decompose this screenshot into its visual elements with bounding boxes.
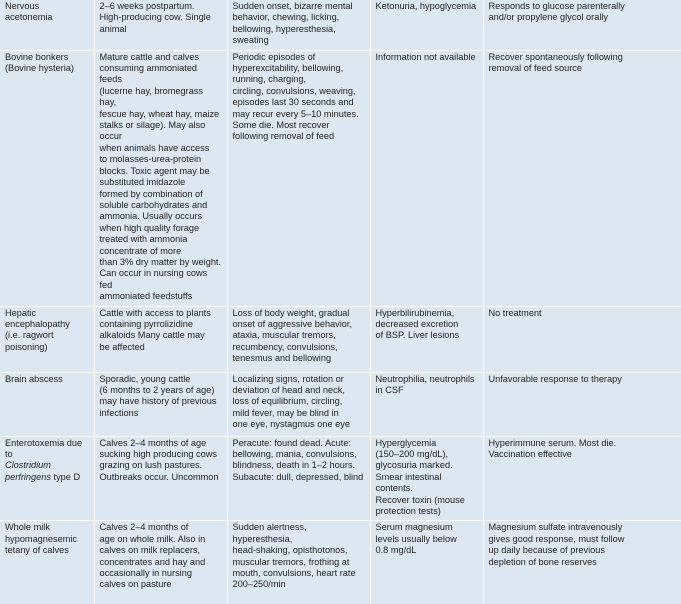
clinical-pathology-cell: Hyperglycemia (150–200 mg/dL), glycosuria marked. Smear intestinal contents. Recover toxin (mouse protection tests) <box>370 436 483 521</box>
treatment-cell: Responds to glucose parenterally and/or propylene glycol orally <box>483 0 681 50</box>
table-row <box>0 0 681 50</box>
epidemiology-cell: Mature cattle and calves consuming ammoniated feeds (lucerne hay, bromegrass hay, fescue hay, wheat hay, maize stalks or silage). May also occur when animals have access to molasses-urea-protein blocks. Toxic agent may be substituted imidazole formed by combination of soluble carbohydrates and ammonia. Usually occurs when high quality forage treated with ammonia concentrate of more than 3% dry matter by weight. Can occur in nursing cows fed ammoniated feedstuffs <box>94 50 227 306</box>
condition-cell: Whole milk hypomagnesemic tetany of calves <box>0 521 94 604</box>
clinical-pathology-cell: Ketonuria, hypoglycemia <box>370 0 483 50</box>
epidemiology-cell: Cattle with access to plants containing pyrrolizidine alkaloids Many cattle may be affected <box>94 306 227 372</box>
condition-organism-name: Clostridium perfringens <box>5 460 51 482</box>
clinical-pathology-cell: Hyperbilirubinemia, decreased excretion of BSP. Liver lesions <box>370 306 483 372</box>
clinical-signs-cell: Peracute: found dead. Acute: bellowing, mania, convulsions, blindness, death in 1–2 hours. Subacute: dull, depressed, blind <box>227 436 370 521</box>
epidemiology-cell: Sporadic, young cattle (6 months to 2 years of age) may have history of previous infections <box>94 372 227 436</box>
condition-cell: Hepatic encephalopathy (i.e. ragwort poisoning) <box>0 306 94 372</box>
treatment-cell: Magnesium sulfate intravenously gives good response, must follow up daily because of previous depletion of bone reserves <box>483 521 681 604</box>
clinical-pathology-cell: Serum magnesium levels usually below 0.8 mg/dL <box>370 521 483 604</box>
table-row <box>0 436 681 521</box>
condition-cell <box>0 436 94 521</box>
clinical-signs-cell: Localizing signs, rotation or deviation of head and neck, loss of equilibrium, circling, mild fever, may be blind in one eye, nystagmus one eye <box>227 372 370 436</box>
treatment-cell: Unfavorable response to therapy <box>483 372 681 436</box>
clinical-signs-cell: Sudden onset, bizarre mental behavior, chewing, licking, bellowing, hyperesthesia, sweating <box>227 0 370 50</box>
condition-type-text: type D <box>50 471 81 482</box>
epidemiology-cell: Calves 2–4 months of age on whole milk. Also in calves on milk replacers, concentrates and hay and occasionally in nursing calves on pasture <box>94 521 227 604</box>
table-row <box>0 521 681 604</box>
epidemiology-cell: Calves 2–4 months of age sucking high producing cows grazing on lush pastures. Outbreaks occur. Uncommon <box>94 436 227 521</box>
treatment-cell: No treatment <box>483 306 681 372</box>
treatment-cell: Hyperimmune serum. Most die. Vaccination effective <box>483 436 681 521</box>
condition-text: Enterotoxemia due to <box>5 437 83 459</box>
clinical-signs-cell: Sudden alertness, hyperesthesia, head-shaking, opisthotonos, muscular tremors, frothing at mouth, convulsions, heart rate 200–250/min <box>227 521 370 604</box>
clinical-pathology-cell: Neutrophilia, neutrophils in CSF <box>370 372 483 436</box>
condition-cell: Bovine bonkers (Bovine hysteria) <box>0 50 94 306</box>
table-row <box>0 50 681 306</box>
clinical-pathology-cell: Information not available <box>370 50 483 306</box>
treatment-cell: Recover spontaneously following removal of feed source <box>483 50 681 306</box>
condition-cell: Brain abscess <box>0 372 94 436</box>
table-row <box>0 372 681 436</box>
clinical-signs-cell: Periodic episodes of hyperexcitability, bellowing, running, charging, circling, convulsions, weaving, episodes last 30 seconds and may recur every 5–10 minutes. Some die. Most recover following removal of feed <box>227 50 370 306</box>
condition-cell: Nervous acetonemia <box>5 1 53 23</box>
table-row <box>0 306 681 372</box>
clinical-signs-cell: Loss of body weight, gradual onset of aggressive behavior, ataxia, muscular tremors, recumbency, convulsions, tenesmus and bellowing <box>227 306 370 372</box>
epidemiology-cell: 2–6 weeks postpartum. High-producing cow. Single animal <box>94 0 227 50</box>
